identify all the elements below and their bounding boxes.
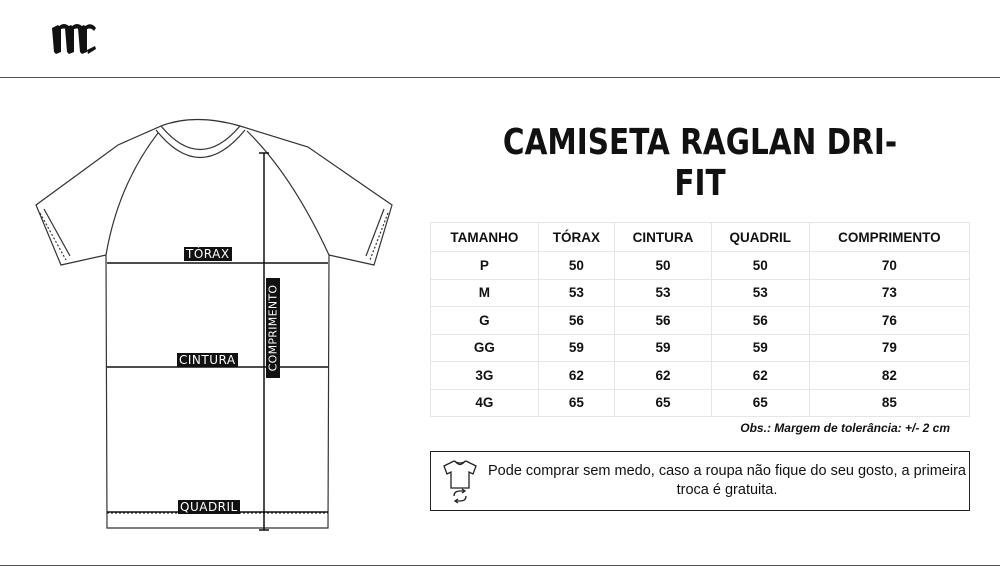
cell-waist: 53: [615, 279, 712, 307]
cell-size: GG: [431, 334, 539, 362]
cell-waist: 65: [615, 389, 712, 417]
cell-chest: 65: [538, 389, 614, 417]
cell-size: 4G: [431, 389, 539, 417]
cell-hip: 59: [711, 334, 809, 362]
header-size: TAMANHO: [431, 223, 539, 252]
product-title: CAMISETA RAGLAN DRI-FIT: [502, 122, 898, 204]
length-label: COMPRIMENTO: [266, 284, 280, 372]
cell-length: 70: [809, 252, 969, 280]
header-hip: QUADRIL: [711, 223, 809, 252]
table-row: [431, 279, 970, 307]
cell-size: 3G: [431, 362, 539, 390]
footer-divider: [0, 565, 1000, 566]
table-row: [431, 334, 970, 362]
cell-waist: 56: [615, 307, 712, 335]
cell-size: P: [431, 252, 539, 280]
cell-length: 76: [809, 307, 969, 335]
brand-logo: [50, 22, 98, 63]
header-length: COMPRIMENTO: [809, 223, 969, 252]
cell-size: G: [431, 307, 539, 335]
cell-hip: 62: [711, 362, 809, 390]
cell-size: M: [431, 279, 539, 307]
chest-label: TÓRAX: [186, 247, 230, 261]
cell-waist: 62: [615, 362, 712, 390]
cell-length: 82: [809, 362, 969, 390]
header-waist: CINTURA: [615, 223, 712, 252]
cell-waist: 50: [615, 252, 712, 280]
shirt-diagram: [30, 115, 400, 550]
exchange-text: Pode comprar sem medo, caso a roupa não fique do seu gosto, a primeira troca é gratuita.: [488, 463, 966, 498]
hip-label: QUADRIL: [180, 500, 238, 514]
table-row: [431, 307, 970, 335]
cell-chest: 59: [538, 334, 614, 362]
waist-label: CINTURA: [179, 353, 236, 367]
table-row: [431, 252, 970, 280]
cell-waist: 59: [615, 334, 712, 362]
length-label-box: [266, 278, 280, 378]
cell-hip: 56: [711, 307, 809, 335]
cell-length: 73: [809, 279, 969, 307]
header-chest: TÓRAX: [538, 223, 614, 252]
exchange-note-box: [430, 451, 970, 511]
table-row: [431, 362, 970, 390]
cell-hip: 65: [711, 389, 809, 417]
tolerance-note: Obs.: Margem de tolerância: +/- 2 cm: [740, 421, 950, 435]
cell-hip: 53: [711, 279, 809, 307]
cell-chest: 62: [538, 362, 614, 390]
shirt-exchange-icon: [440, 458, 480, 509]
cell-length: 79: [809, 334, 969, 362]
cell-chest: 56: [538, 307, 614, 335]
table-header-row: [431, 223, 970, 252]
size-table: [430, 222, 970, 417]
cell-chest: 50: [538, 252, 614, 280]
cell-chest: 53: [538, 279, 614, 307]
table-row: [431, 389, 970, 417]
cell-length: 85: [809, 389, 969, 417]
cell-hip: 50: [711, 252, 809, 280]
header-divider: [0, 77, 1000, 78]
m-blackletter-logo-icon: [50, 22, 98, 58]
